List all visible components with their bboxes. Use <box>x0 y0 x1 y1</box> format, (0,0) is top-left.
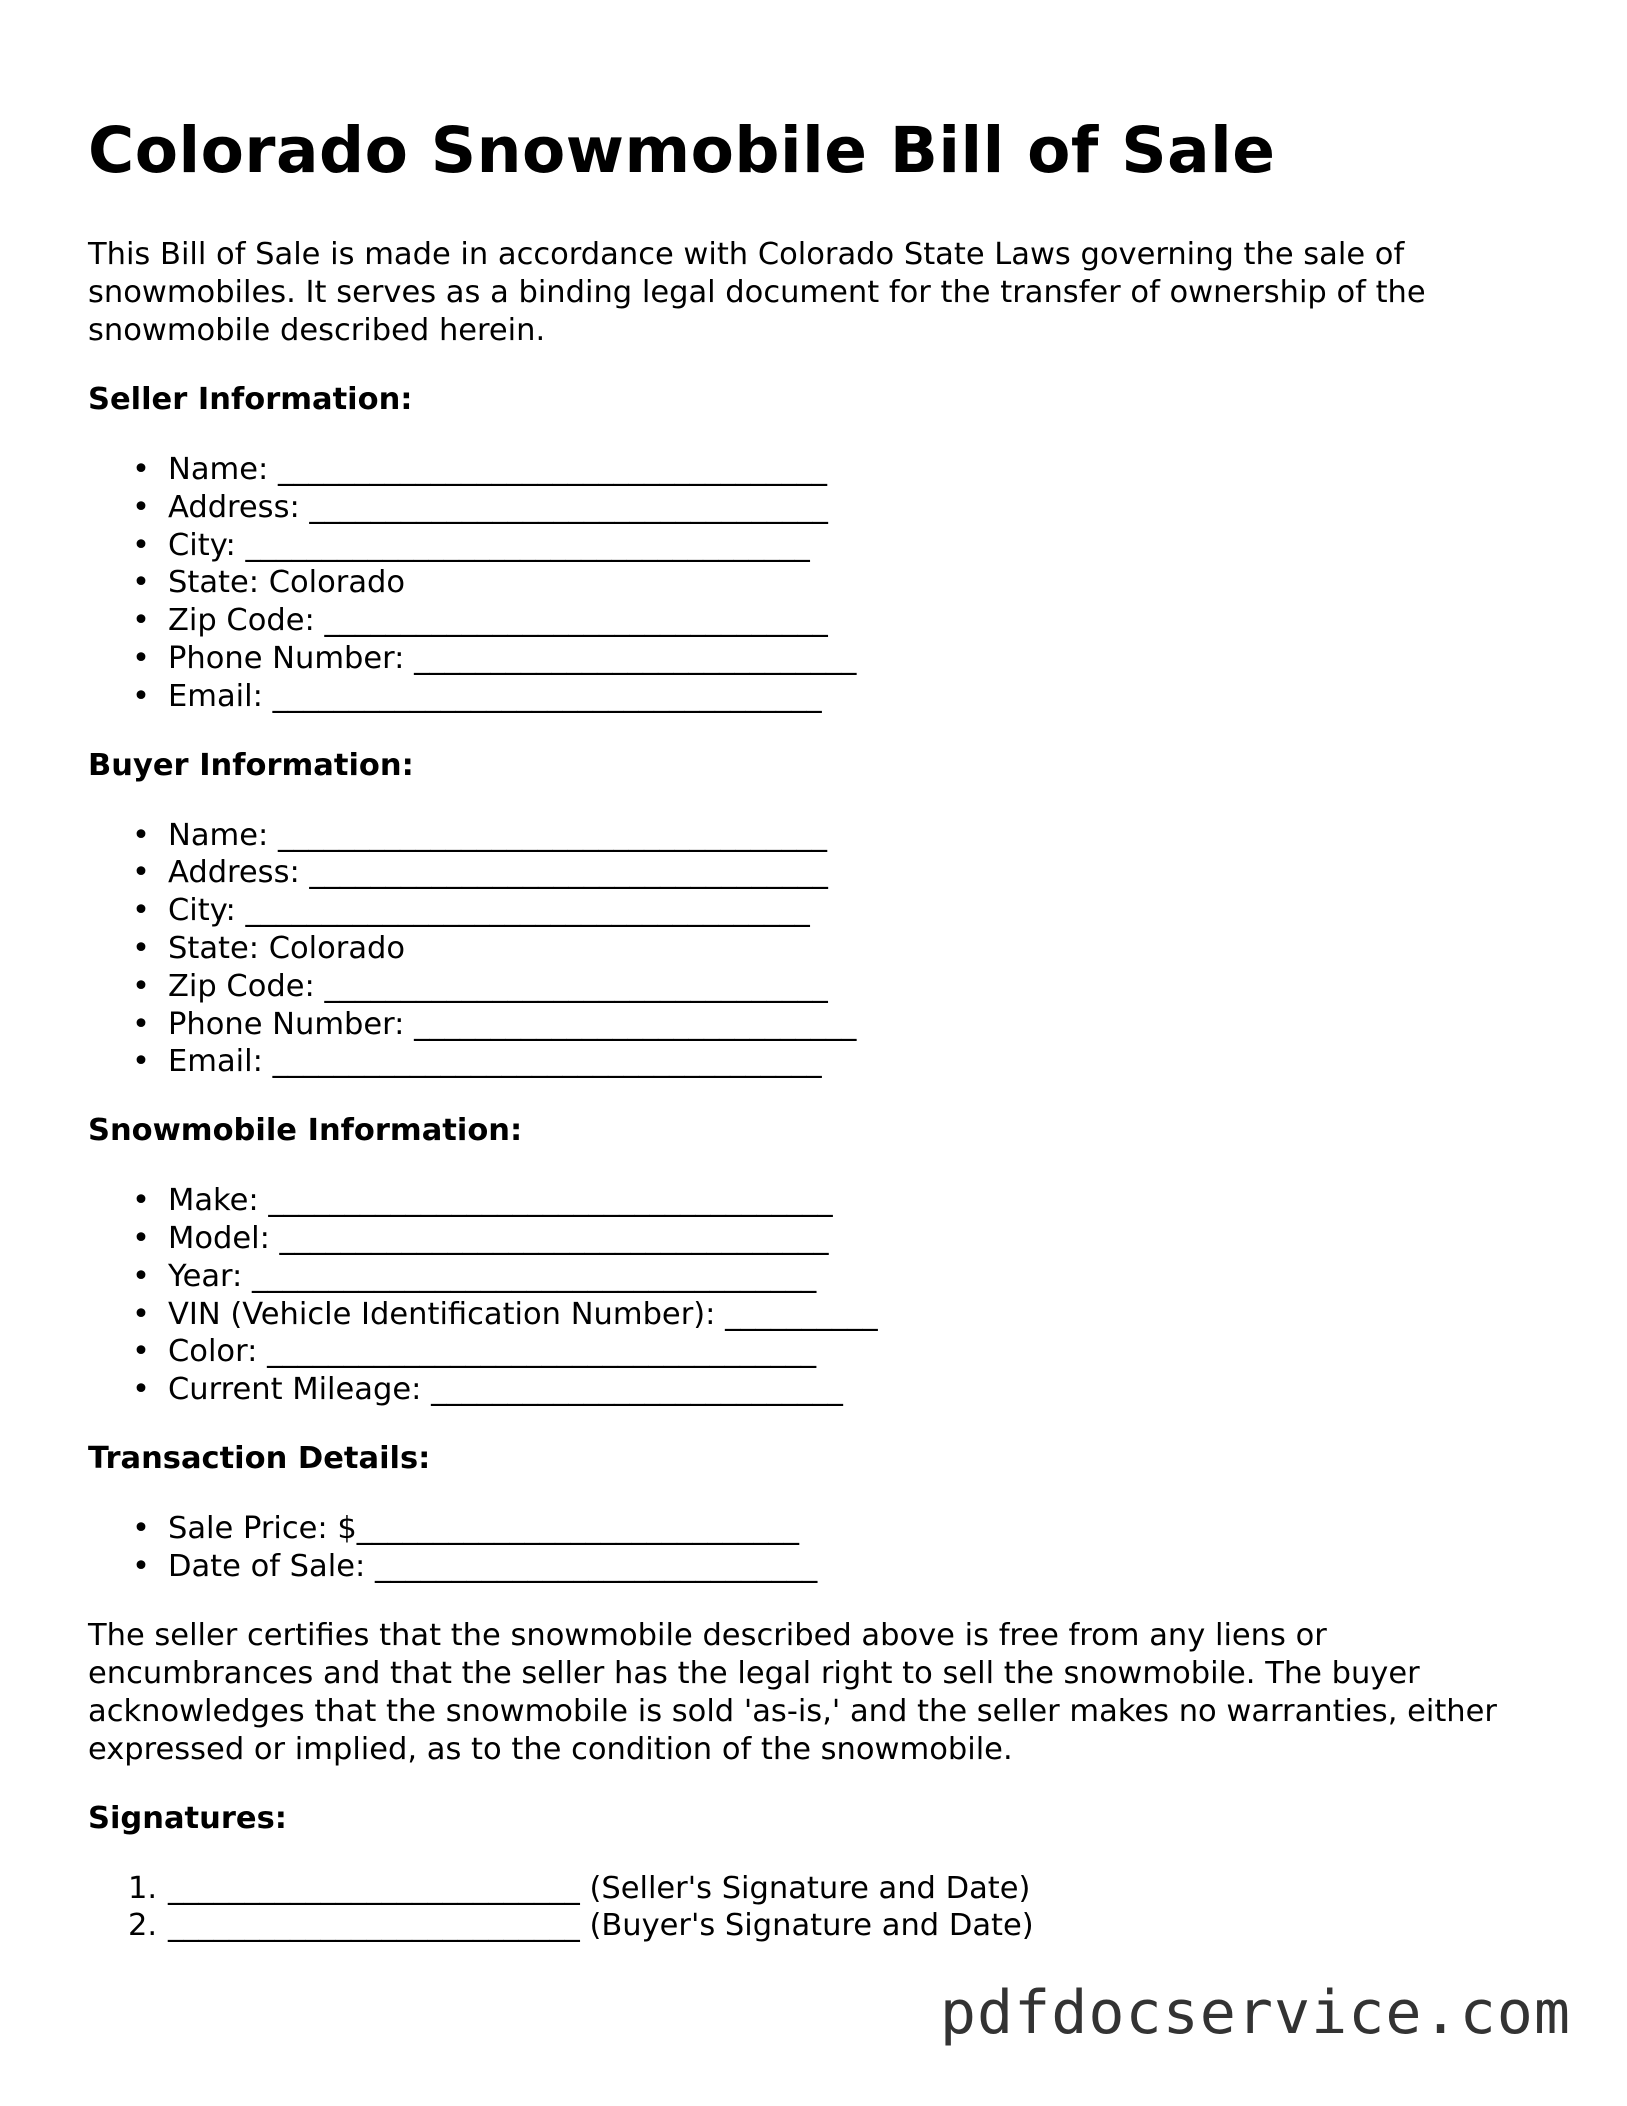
snowmobile-list <box>88 1182 1508 1409</box>
seller-city-field: • City: _____________________________________ <box>88 527 1508 565</box>
buyer-signature-text: ___________________________ (Buyer's Signature and Date) <box>168 1908 1034 1944</box>
buyer-city-field: • City: _____________________________________ <box>88 892 1508 930</box>
seller-heading: Seller Information: <box>88 382 413 417</box>
snowmobile-year-field: • Year: _____________________________________ <box>88 1258 1508 1296</box>
buyer-state-field: • State: Colorado <box>88 930 1508 968</box>
snowmobile-model-field: • Model: ____________________________________ <box>88 1220 1508 1258</box>
buyer-name-field: • Name: ____________________________________ <box>88 817 1508 855</box>
seller-name-field: • Name: ____________________________________ <box>88 451 1508 489</box>
seller-address-field: • Address: __________________________________ <box>88 489 1508 527</box>
snowmobile-color-field: • Color: ____________________________________ <box>88 1333 1508 1371</box>
seller-list <box>88 451 1508 716</box>
intro-paragraph: This Bill of Sale is made in accordance with Colorado State Laws governing the sale of snowmobiles. It serves as a binding legal document for the transfer of ownership of the snowmobile described herein. <box>88 237 1426 348</box>
sale-date-field: • Date of Sale: _____________________________ <box>88 1548 1508 1586</box>
seller-state-field: • State: Colorado <box>88 564 1508 602</box>
buyer-email-field: • Email: ____________________________________ <box>88 1043 1508 1081</box>
buyer-zip-field: • Zip Code: _________________________________ <box>88 968 1508 1006</box>
snowmobile-heading: Snowmobile Information: <box>88 1113 523 1149</box>
transaction-list <box>88 1510 1508 1586</box>
certification-paragraph: The seller certifies that the snowmobile described above is free from any liens or encumbrances and that the seller has the legal right to sell the snowmobile. The buyer acknowledges that the snowmobile is sold 'as-is,' and the seller makes no warranties, either expressed or implied, as to the condition of the snowmobile. <box>88 1617 1497 1767</box>
buyer-signature-line <box>88 1907 1508 1945</box>
buyer-heading: Buyer Information: <box>88 747 414 783</box>
seller-phone-field: • Phone Number: _____________________________ <box>88 640 1508 678</box>
seller-signature-text: ___________________________ (Seller's Signature and Date) <box>168 1870 1031 1906</box>
list-number: 2. <box>128 1908 158 1944</box>
seller-signature-line <box>88 1870 1508 1908</box>
seller-email-field: • Email: ____________________________________ <box>88 678 1508 716</box>
signatures-list <box>88 1870 1508 1946</box>
buyer-phone-field: • Phone Number: _____________________________ <box>88 1006 1508 1044</box>
snowmobile-vin-field: • VIN (Vehicle Identification Number): __________ <box>88 1296 1508 1334</box>
document-page <box>88 110 1508 1976</box>
sale-price-field: • Sale Price: $_____________________________ <box>88 1510 1508 1548</box>
buyer-address-field: • Address: __________________________________ <box>88 854 1508 892</box>
seller-zip-field: • Zip Code: _________________________________ <box>88 602 1508 640</box>
list-number: 1. <box>128 1870 158 1906</box>
document-title: Colorado Snowmobile Bill of Sale <box>88 114 1276 187</box>
snowmobile-mileage-field: • Current Mileage: ___________________________ <box>88 1371 1508 1409</box>
signatures-heading: Signatures: <box>88 1800 287 1836</box>
watermark: pdfdocservice.com <box>939 1978 1571 2048</box>
transaction-heading: Transaction Details: <box>88 1440 431 1476</box>
buyer-list <box>88 817 1508 1082</box>
snowmobile-make-field: • Make: _____________________________________ <box>88 1182 1508 1220</box>
